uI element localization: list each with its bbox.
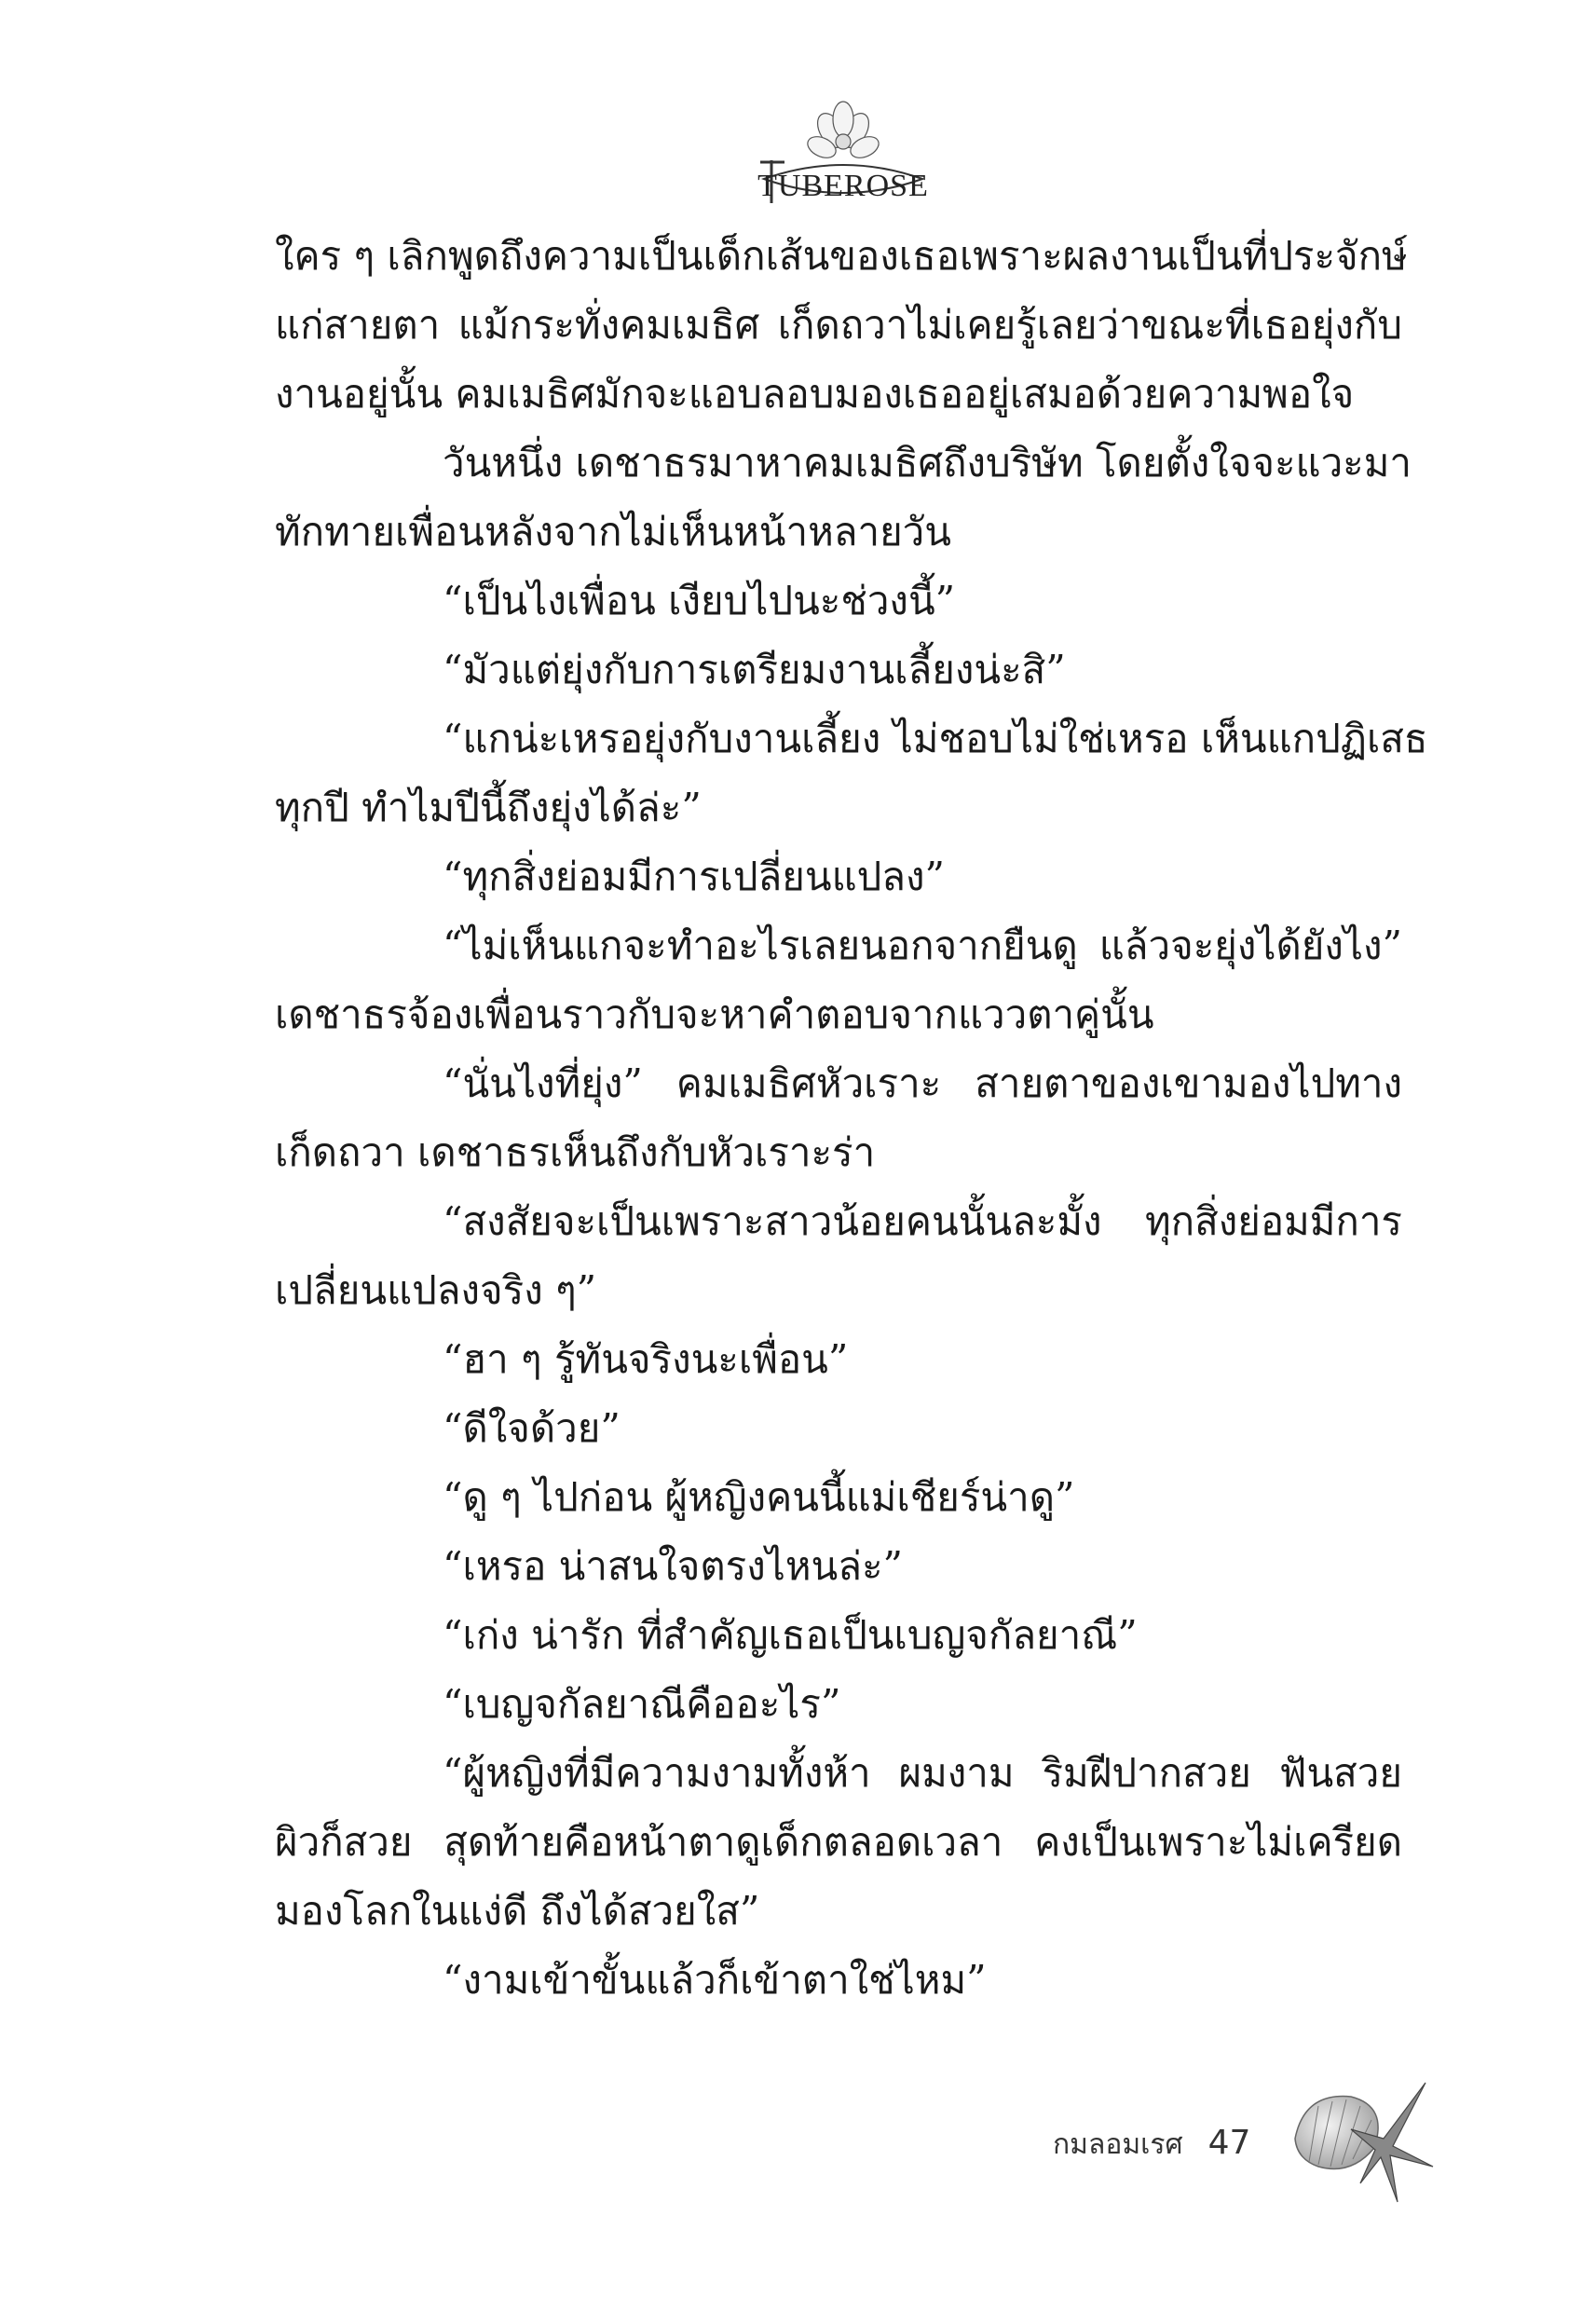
text-line: มองโลกในแง่ดี ถึงได้สวยใส” (275, 1888, 760, 1934)
text-line: “แกน่ะเหรอยุ่งกับงานเลี้ยง ไม่ชอบไม่ใช่เหรอ เห็นแกปฏิเสธ (443, 716, 1428, 761)
footer-book-title: กมลอมเรศ (1053, 2128, 1183, 2161)
text-line: เก็ดถวา เดชาธรเห็นถึงกับหัวเราะร่า (275, 1129, 876, 1175)
text-line: “ไม่เห็นแกจะทำอะไรเลยนอกจากยืนดู แล้วจะยุ่งได้ยังไง” (443, 923, 1402, 968)
logo-text: TUBEROSE (757, 169, 929, 203)
text-line: “เก่ง น่ารัก ที่สำคัญเธอเป็นเบญจกัลยาณี” (443, 1612, 1138, 1658)
text-line: “นั่นไงที่ยุ่ง” คมเมธิศหัวเราะ สายตาของเขามองไปทาง (443, 1060, 1402, 1106)
text-line: “ดู ๆ ไปก่อน ผู้หญิงคนนี้แม่เชียร์น่าดู” (443, 1474, 1075, 1520)
text-line: วันหนึ่ง เดชาธรมาหาคมเมธิศถึงบริษัท โดยตั้งใจจะแวะมา (443, 440, 1412, 485)
tuberose-logo (745, 93, 941, 214)
text-line: “งามเข้าขั้นแล้วก็เข้าตาใช่ไหม” (443, 1957, 987, 2003)
text-line: ผิวก็สวย สุดท้ายคือหน้าตาดูเด็กตลอดเวลา คงเป็นเพราะไม่เครียด (275, 1819, 1402, 1865)
text-line: “ฮา ๆ รู้ทันจริงนะเพื่อน” (443, 1336, 849, 1382)
text-line: เดชาธรจ้องเพื่อนราวกับจะหาคำตอบจากแววตาคู่นั้น (275, 991, 1154, 1037)
text-line: “เป็นไงเพื่อน เงียบไปนะช่วงนี้” (443, 578, 956, 623)
page-footer (1053, 2115, 1250, 2171)
text-line: “เหรอ น่าสนใจตรงไหนล่ะ” (443, 1543, 904, 1589)
page-number: 47 (1207, 2124, 1251, 2162)
text-line: ใคร ๆ เลิกพูดถึงความเป็นเด็กเส้นของเธอเพราะผลงานเป็นที่ประจักษ์ (275, 233, 1408, 279)
text-line: ทักทายเพื่อนหลังจากไม่เห็นหน้าหลายวัน (275, 509, 951, 554)
text-line: “ดีใจด้วย” (443, 1405, 621, 1451)
text-line: “ทุกสิ่งย่อมมีการเปลี่ยนแปลง” (443, 854, 946, 899)
seashell-starfish-icon (1286, 2073, 1435, 2204)
text-line: แก่สายตา แม้กระทั่งคมเมธิศ เก็ดถวาไม่เคยรู้เลยว่าขณะที่เธอยุ่งกับ (275, 302, 1402, 348)
text-line: “เบญจกัลยาณีคืออะไร” (443, 1681, 841, 1727)
text-line: “สงสัยจะเป็นเพราะสาวน้อยคนนั้นละมั้ง ทุกสิ่งย่อมมีการ (443, 1198, 1402, 1244)
text-line: เปลี่ยนแปลงจริง ๆ” (275, 1267, 597, 1313)
text-line: “ผู้หญิงที่มีความงามทั้งห้า ผมงาม ริมฝีปากสวย ฟันสวย (443, 1750, 1402, 1796)
body-text (275, 222, 1428, 2015)
text-line: ทุกปี ทำไมปีนี้ถึงยุ่งได้ล่ะ” (275, 785, 702, 830)
text-line: “มัวแต่ยุ่งกับการเตรียมงานเลี้ยงน่ะสิ” (443, 647, 1066, 692)
text-line: งานอยู่นั้น คมเมธิศมักจะแอบลอบมองเธออยู่เสมอด้วยความพอใจ (275, 371, 1355, 417)
